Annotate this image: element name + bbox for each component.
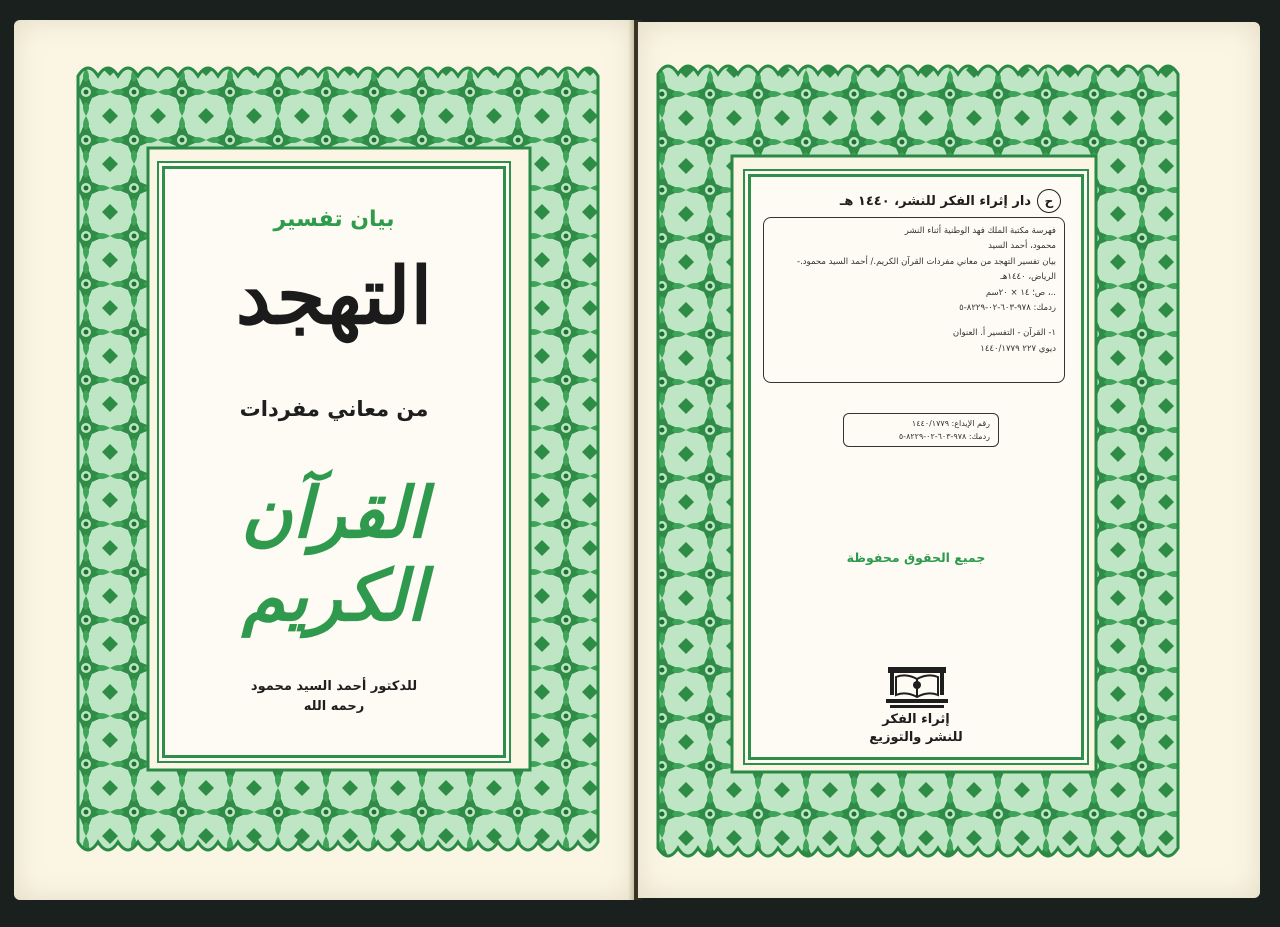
cip-line: فهرسة مكتبة الملك فهد الوطنية أثناء النشر	[904, 226, 1056, 236]
rights-reserved: جميع الحقوق محفوظة	[846, 550, 986, 565]
deposit-line: رقم الإيداع: ١٤٤٠/١٧٧٩	[911, 419, 990, 428]
publisher-block	[751, 711, 1081, 747]
cip-line: الرياض، ١٤٤٠هـ	[1000, 272, 1056, 283]
cip-line: محمود، أحمد السيد	[988, 241, 1056, 252]
publisher-name: إثراء الفكر	[882, 712, 950, 727]
book-logo-icon	[884, 665, 950, 709]
right-copyright-panel	[748, 174, 1084, 760]
quran-calligraphy-title: القرآن الكريم	[241, 471, 427, 637]
cataloging-box	[763, 217, 1065, 383]
cip-line: ١- القرآن - التفسير أ. العنوان	[952, 328, 1056, 339]
cip-line: بيان تفسير التهجد من معاني مفردات القرآن الكريم./ أحمد السيد محمود.-	[797, 256, 1056, 267]
book-subtitle: بيان تفسير	[273, 207, 395, 232]
cip-line: ردمك: ٩٧٨-٦٠٣-٠٢-٨٢٢٩-٥	[959, 303, 1056, 314]
right-page	[638, 22, 1260, 898]
copyright-symbol: ح	[1037, 189, 1061, 213]
author-block	[165, 677, 503, 717]
deposit-line: ردمك: ٩٧٨-٦٠٣-٠٢-٨٢٢٩-٥	[898, 432, 990, 441]
left-title-panel	[162, 166, 506, 758]
author-name: للدكتور أحمد السيد محمود	[250, 679, 418, 694]
copyright-line: دار إثراء الفكر للنشر، ١٤٤٠ هـ	[839, 193, 1031, 209]
copyright-header	[840, 189, 1061, 213]
publisher-subtitle: للنشر والتوزيع	[869, 730, 963, 745]
author-blessing: رحمه الله	[303, 699, 365, 714]
cip-line: ديوي ٢٢٧ ١٤٤٠/١٧٧٩	[980, 343, 1056, 354]
deposit-box	[843, 413, 999, 447]
left-page	[14, 20, 634, 900]
book-main-title: التهجد	[235, 251, 433, 342]
book-middle-line: من معاني مفردات	[239, 397, 429, 421]
cip-line: ..، ص؛ ١٤ × ٢٠سم	[985, 287, 1056, 298]
